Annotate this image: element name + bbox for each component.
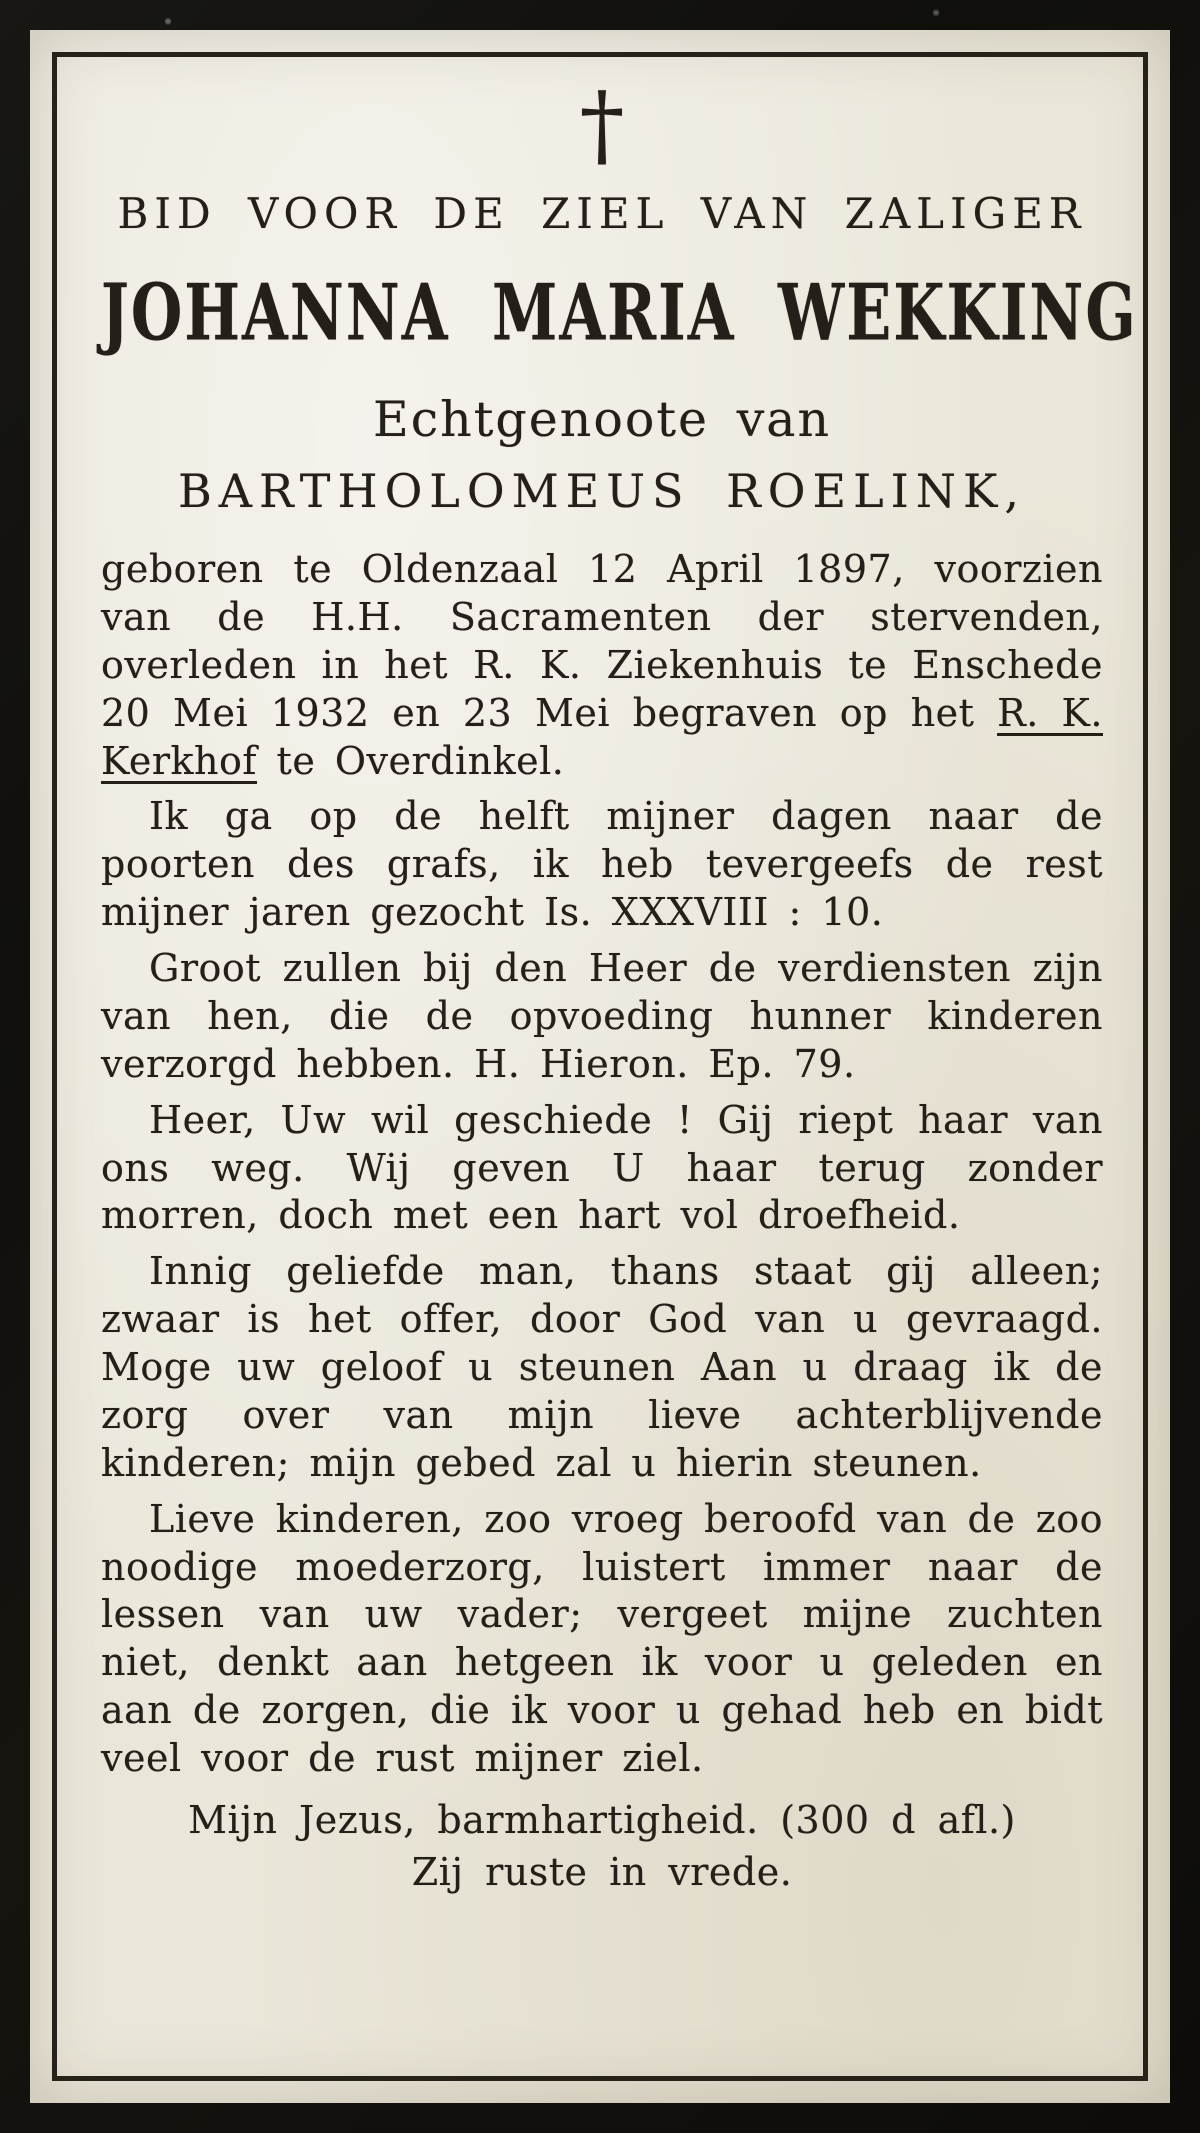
indulgence-line: Mijn Jezus, barmhartigheid. (300 d afl.) [188,1797,1016,1842]
scripture-paragraph: Ik ga op de helft mijner dagen naar de poorten des grafs, ik heb tevergeefs de rest mijner jaren gezocht Is. XXXVIII : 10. [101,794,1103,935]
biography-text: geboren te Oldenzaal 12 April 1897, voorzien van de H.H. Sacramenten der stervenden, overleden in het R. K. Ziekenhuis te Enschede 20 Mei 1932 en 23 Mei begraven op het [101,547,1103,735]
prayer-heading: BID VOOR DE ZIEL VAN ZALIGER [117,189,1087,238]
message-to-children-paragraph: Lieve kinderen, zoo vroeg beroofd van de zoo noodige moederzorg, luistert immer naar de lessen van uw vader; vergeet mijne zuchten niet, denkt aan hetgeen ik voor u geleden en aan de zorgen, die ik voor u gehad heb en bidt veel voor de rust mijner ziel. [101,1496,1103,1780]
closing-line: Zij ruste in vrede. [411,1849,793,1894]
biography-paragraph [101,546,1103,785]
spouse-name: BARTHOLOMEUS ROELINK, [177,464,1027,518]
card-rule-border [52,52,1148,2081]
prayer-paragraph: Heer, Uw wil geschiede ! Gij riept haar van ons weg. Wij geven U haar terug zonder morren, doch met een hart vol droefheid. [101,1097,1103,1238]
card-paper [30,30,1170,2103]
biography-text-underlined: R. K. Kerkhof [101,690,1103,783]
deceased-name: JOHANNA MARIA WEKKING [101,266,1138,359]
relation-label: Echtgenoote van [372,391,832,448]
message-to-husband-paragraph: Innig geliefde man, thans staat gij alleen; zwaar is het offer, door God van u gevraagd. Moge uw geloof u steunen Aan u draag ik de zorg over van mijn lieve achterblijvende kinderen; mijn gebed zal u hierin steunen. [101,1249,1103,1485]
biography-text: te Overdinkel. [256,738,565,783]
card-content [101,73,1138,1897]
cross-icon: † [579,73,625,178]
scripture-paragraph: Groot zullen bij den Heer de verdiensten zijn van hen, die de opvoeding hunner kinderen verzorgd hebben. H. Hieron. Ep. 79. [101,946,1103,1086]
